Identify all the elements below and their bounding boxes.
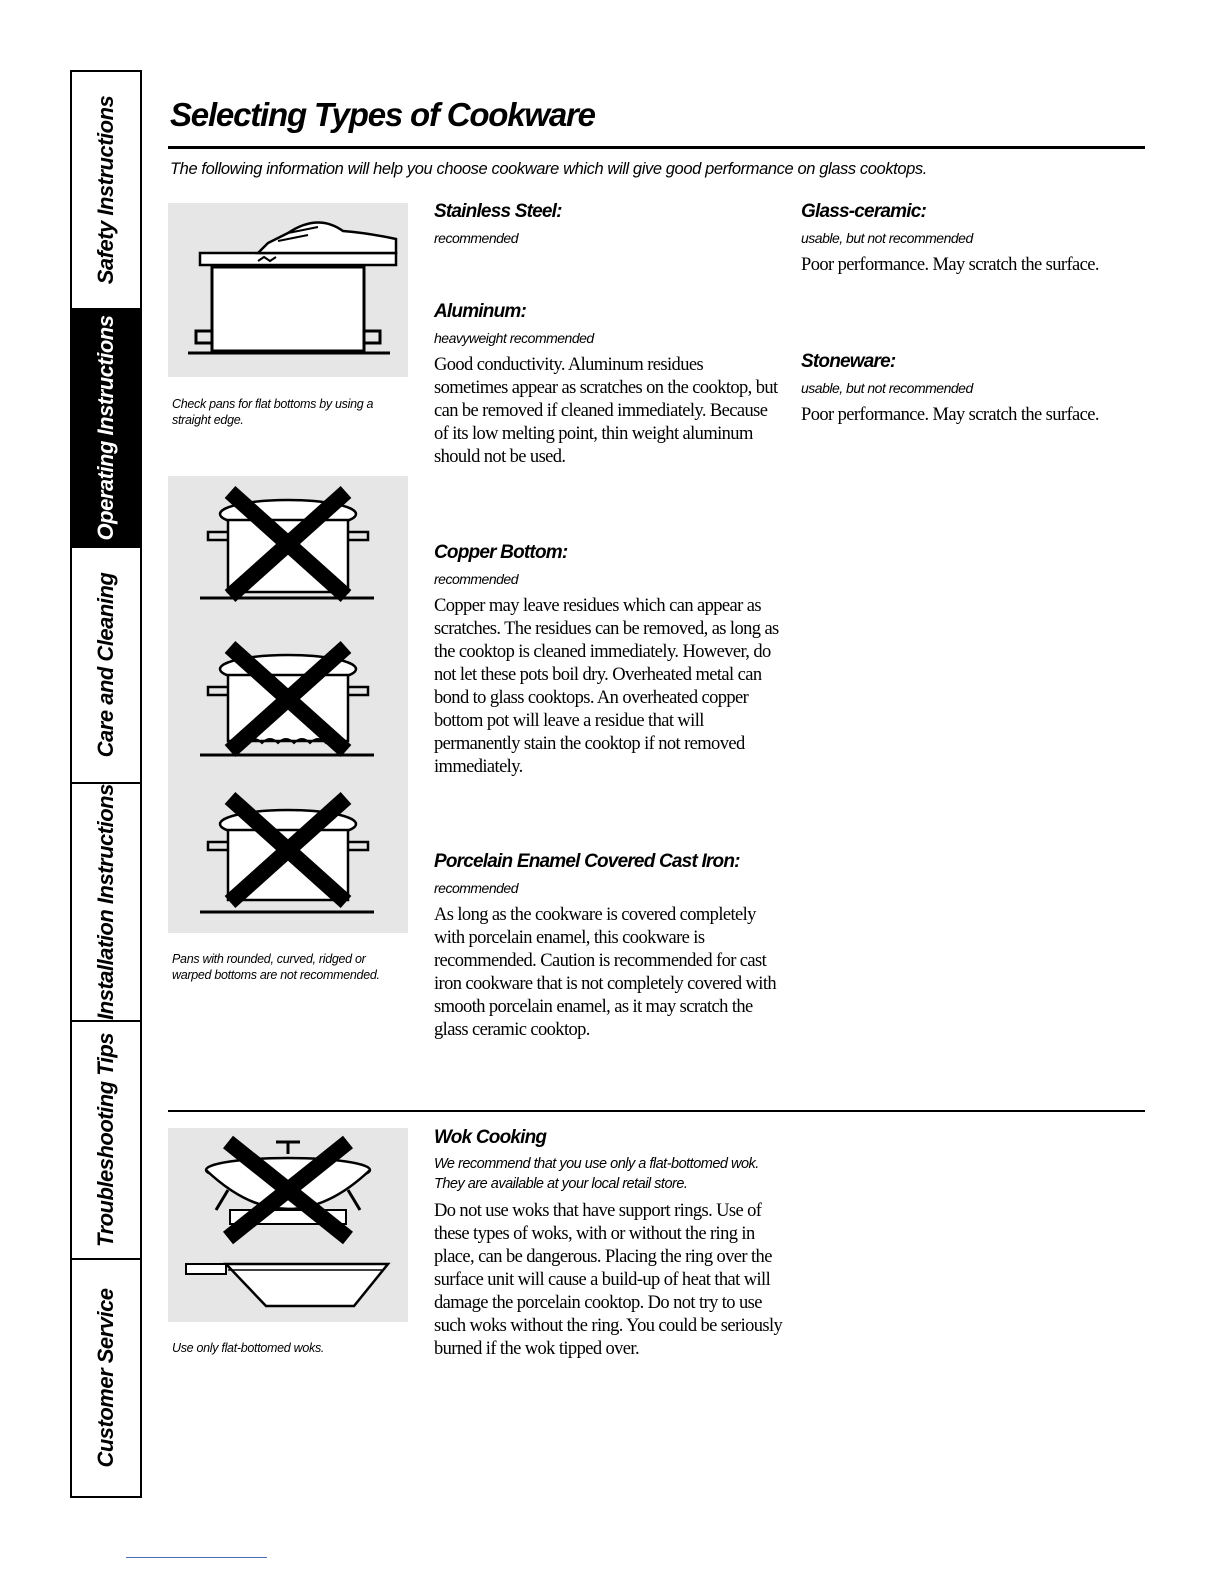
pan-straight-edge-icon [168, 203, 408, 377]
entry-heading: Stainless Steel: [434, 201, 562, 222]
entry-heading: Aluminum: [434, 301, 527, 322]
tab-customer-service[interactable] [72, 1260, 140, 1496]
entry-stoneware [801, 350, 1121, 427]
tab-label: Care and Cleaning [93, 572, 118, 758]
tab-label: Safety Instructions [93, 95, 118, 285]
entry-recommendation: recommended [434, 880, 518, 896]
unsuitable-pans-illustration [168, 476, 408, 933]
title-rule [168, 146, 1145, 149]
tab-label: Customer Service [93, 1288, 118, 1468]
wok-illustration [168, 1128, 408, 1322]
entry-heading: Stoneware: [801, 351, 896, 372]
entry-recommendation: We recommend that you use only a flat-bottomed wok. They are available at your local retail store. [434, 1156, 759, 1192]
entry-wok-cooking [434, 1126, 784, 1361]
caption-wok: Use only flat-bottomed woks. [172, 1341, 325, 1355]
caption-rounded-pans: Pans with rounded, curved, ridged or warped bottoms are not recommended. [172, 952, 380, 982]
tab-operating-instructions[interactable] [72, 310, 140, 548]
tab-care-and-cleaning[interactable] [72, 548, 140, 784]
entry-body: As long as the cookware is covered completely with porcelain enamel, this cookware is recommended. Caution is recommended for cast iron cookware that is not completely covered with smooth porcelain enamel, as it may scratch the glass ceramic cooktop. [434, 905, 777, 1040]
entry-heading: Porcelain Enamel Covered Cast Iron: [434, 851, 740, 872]
entry-heading: Glass-ceramic: [801, 201, 927, 222]
entry-body: Copper may leave residues which can appear as scratches. The residues can be removed, as long as the cooktop is cleaned immediately. However, do not let these pots boil dry. Overheated metal can bond to glass cooktops. An overheated copper bottom pot will leave a residue that will permanently stain the cooktop if not removed immediately. [434, 596, 779, 777]
section-divider [168, 1110, 1145, 1112]
entry-recommendation: usable, but not recommended [801, 230, 973, 246]
entry-stainless-steel [434, 200, 779, 248]
entry-heading: Wok Cooking [434, 1127, 547, 1148]
entry-heading: Copper Bottom: [434, 542, 568, 563]
tab-safety-instructions[interactable] [72, 72, 140, 310]
entry-copper-bottom [434, 541, 779, 779]
wok-icon [168, 1128, 408, 1322]
tab-label: Operating Instructions [93, 315, 118, 541]
entry-body: Do not use woks that have support rings. Use of these types of woks, with or without the ring in place, can be dangerous. Placing the ring over the surface unit will cause a build-up of heat that will damage the porcelain cooktop. Do not try to use such woks without the ring. You could be seriously burned if the wok tipped over. [434, 1201, 783, 1359]
entry-recommendation: recommended [434, 230, 518, 246]
entry-recommendation: heavyweight recommended [434, 330, 594, 346]
side-tabs [70, 70, 142, 1498]
entry-body: Poor performance. May scratch the surface. [801, 405, 1099, 425]
entry-body: Poor performance. May scratch the surface. [801, 255, 1099, 275]
entry-recommendation: recommended [434, 571, 518, 587]
tab-troubleshooting-tips[interactable] [72, 1022, 140, 1260]
entry-recommendation: usable, but not recommended [801, 380, 973, 396]
tab-label: Installation Instructions [93, 784, 118, 1020]
entry-glass-ceramic [801, 200, 1121, 277]
entry-porcelain-cast-iron [434, 850, 784, 1042]
entry-body: Good conductivity. Aluminum residues sometimes appear as scratches on the cooktop, but can be removed if cleaned immediately. Because of its low melting point, thin weight aluminum should not be used. [434, 355, 778, 467]
entry-aluminum [434, 300, 779, 469]
intro-text: The following information will help you choose cookware which will give good performance on glass cooktops. [170, 160, 927, 178]
caption-flat-check: Check pans for flat bottoms by using a straight edge. [172, 397, 374, 427]
page-title: Selecting Types of Cookware [170, 96, 595, 133]
straight-edge-illustration [168, 203, 408, 377]
tab-label: Troubleshooting Tips [93, 1032, 118, 1248]
footer-link-underline [126, 1557, 267, 1558]
crossed-out-pans-icon [168, 476, 408, 933]
tab-installation-instructions[interactable] [72, 784, 140, 1022]
